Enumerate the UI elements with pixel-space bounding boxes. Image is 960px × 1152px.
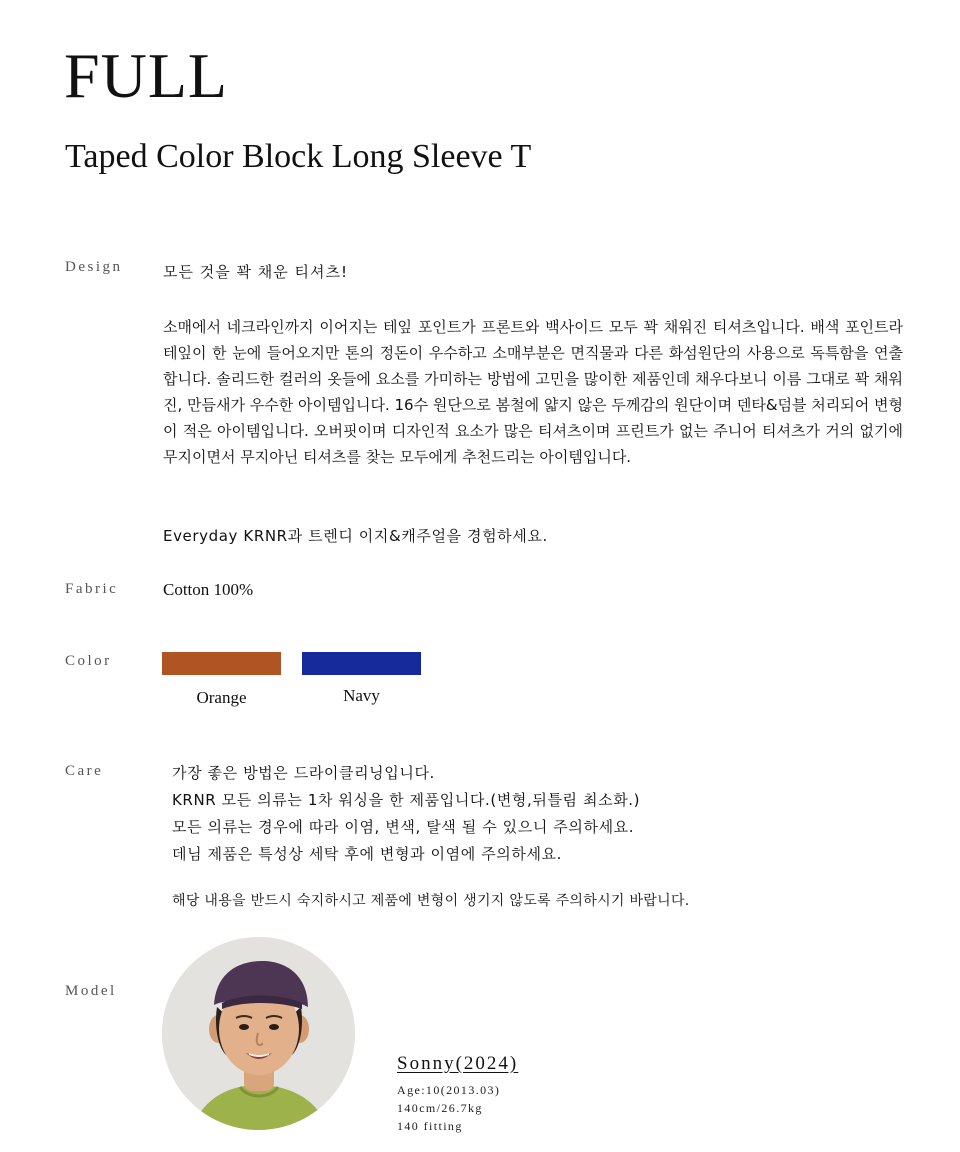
- design-description: 소매에서 네크라인까지 이어지는 테잎 포인트가 프론트와 백사이드 모두 꽉 채워진 티셔츠입니다. 배색 포인트라 테잎이 한 눈에 들어오지만 톤의 정돈이 우수하고 소매부분은 면직물과 다른 화섬원단의 사용으로 독특함을 연출합니다. 솔리드한 컬러의 옷들에 요소를 가미하는 방법에 고민을 많이한 제품인데 채우다보니 이름 그대로 꽉 채워진, 만듬새가 우수한 아이템입니다. 16수 원단으로 봄철에 얇지 않은 두께감의 원단이며 덴타&덤블 처리되어 변형이 적은 아이템입니다. 오버핏이며 디자인적 요소가 많은 티셔츠이며 프린트가 없는 주니어 티셔츠가 거의 없기에 무지이면서 무지아닌 티셔츠를 찾는 모두에게 추천드리는 아이템입니다.: [163, 318, 903, 466]
- care-line: 모든 의류는 경우에 따라 이염, 변색, 탈색 될 수 있으니 주의하세요.: [172, 818, 635, 836]
- care-notice: 해당 내용을 반드시 숙지하시고 제품에 변형이 생기지 않도록 주의하시기 바랍니다.: [172, 893, 690, 909]
- model-label: Model: [65, 983, 117, 999]
- model-name: Sonny(2024): [397, 1053, 519, 1074]
- care-instructions: [172, 760, 640, 868]
- design-label: Design: [65, 259, 123, 275]
- color-swatch-navy-name: Navy: [343, 686, 380, 705]
- model-fitting: 140 fitting: [397, 1119, 463, 1133]
- color-label: Color: [65, 653, 112, 669]
- child-portrait-icon: [162, 937, 355, 1130]
- fabric-value: Cotton 100%: [163, 580, 254, 599]
- model-photo: [162, 937, 355, 1130]
- color-swatch-orange-name: Orange: [196, 688, 247, 707]
- care-label: Care: [65, 763, 104, 779]
- brand-title: FULL: [64, 40, 228, 111]
- color-swatch-navy: [302, 652, 421, 675]
- fabric-label: Fabric: [65, 581, 119, 597]
- color-swatch-orange: [162, 652, 281, 675]
- model-size: 140cm/26.7kg: [397, 1101, 483, 1115]
- model-age: Age:10(2013.03): [397, 1083, 501, 1097]
- product-name: Taped Color Block Long Sleeve T: [65, 138, 532, 175]
- design-tagline: Everyday KRNR과 트렌디 이지&캐주얼을 경험하세요.: [163, 527, 548, 545]
- care-line: 데님 제품은 특성상 세탁 후에 변형과 이염에 주의하세요.: [172, 845, 563, 863]
- care-line: KRNR 모든 의류는 1차 워싱을 한 제품입니다.(변형,뒤틀림 최소화.): [172, 791, 641, 809]
- care-line: 가장 좋은 방법은 드라이클리닝입니다.: [172, 764, 435, 782]
- design-headline: 모든 것을 꽉 채운 티셔츠!: [163, 263, 348, 281]
